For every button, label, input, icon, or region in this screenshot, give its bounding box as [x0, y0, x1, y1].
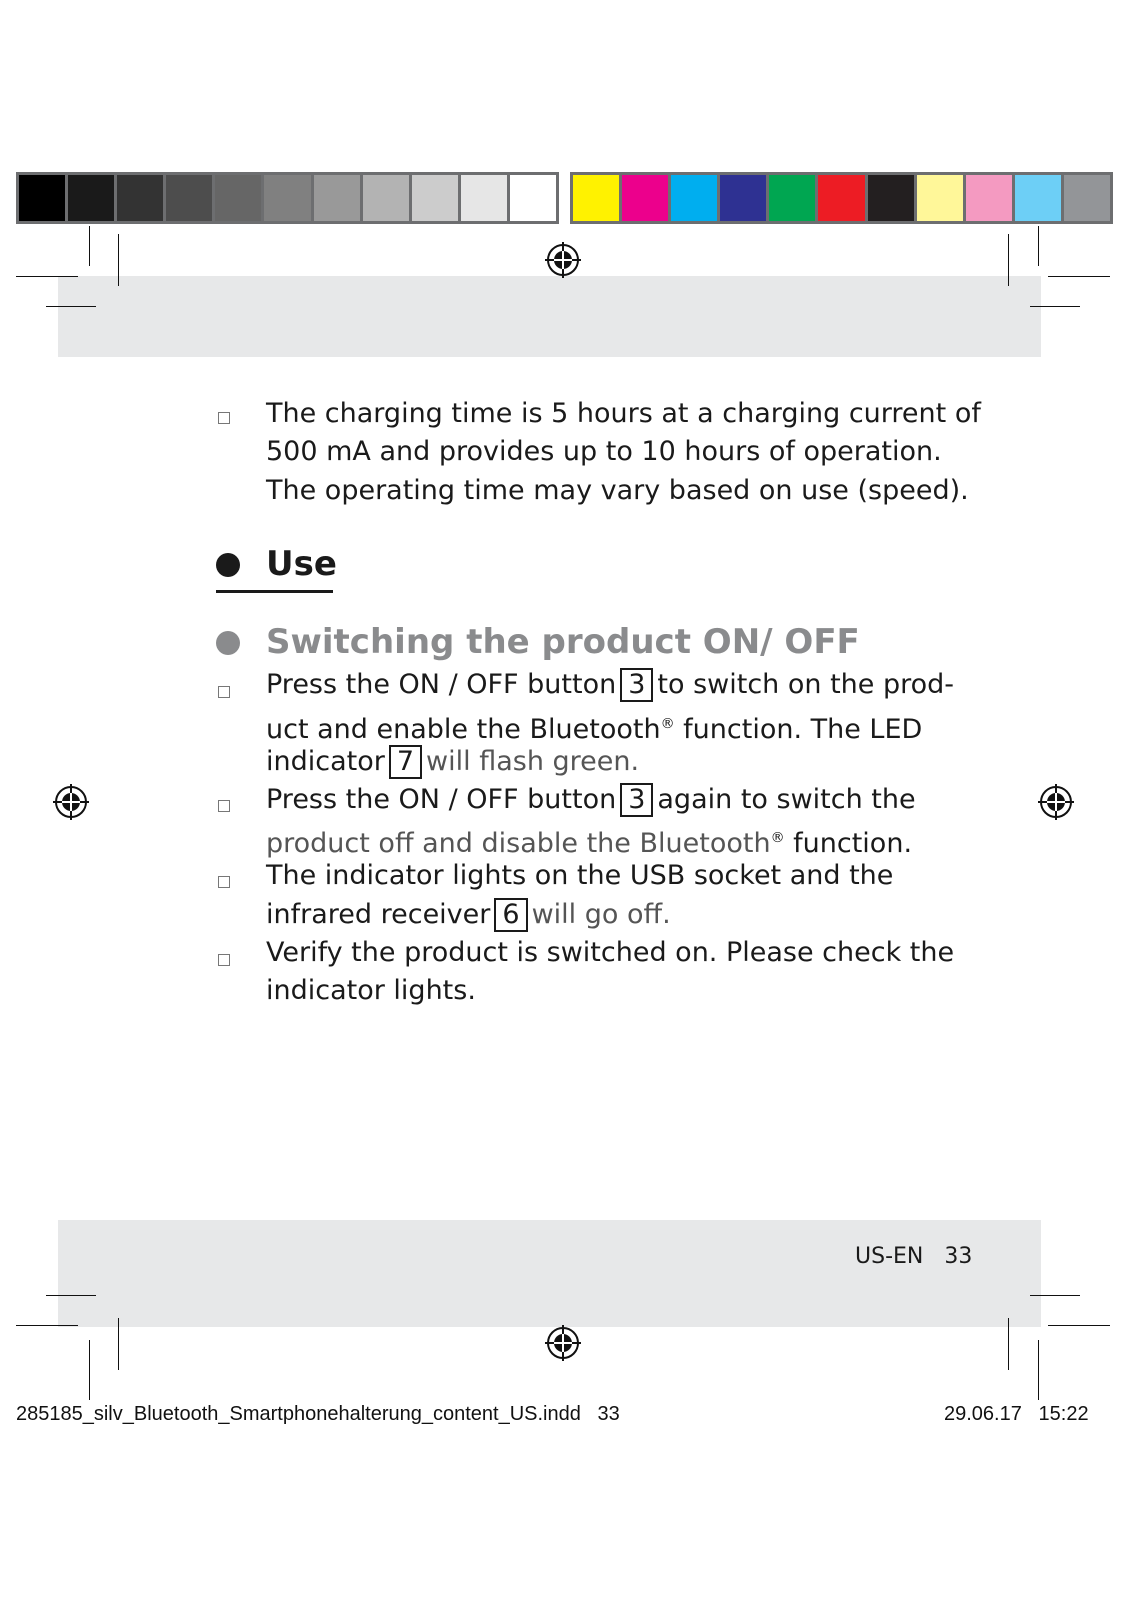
bullet-square-icon [218, 412, 230, 424]
bullet-line [266, 743, 639, 781]
crop-mark [1038, 1340, 1039, 1400]
registered-mark: ® [660, 716, 675, 732]
gray-swatch [117, 175, 166, 221]
crop-mark [16, 1325, 78, 1326]
section-heading-switch: Switching the product ON/ OFF [266, 622, 860, 662]
text: infrared receiver [266, 899, 491, 930]
text: function. [784, 828, 913, 859]
slug-page: 33 [597, 1403, 620, 1425]
crop-mark [1030, 1295, 1080, 1296]
bullet-line: Verify the product is switched on. Please check the [266, 937, 955, 968]
text: Press the ON / OFF button [266, 669, 617, 700]
crop-mark [46, 306, 96, 307]
gray-swatch [215, 175, 264, 221]
text: indicator [266, 746, 385, 777]
registration-mark-icon [52, 783, 90, 821]
crop-mark [89, 226, 90, 266]
bullet-line: The indicator lights on the USB socket and the [266, 860, 894, 891]
color-swatch [868, 175, 917, 221]
bullet-line [266, 666, 954, 704]
bullet-square-icon [218, 800, 230, 812]
slug-time: 15:22 [1038, 1403, 1089, 1425]
crop-mark [46, 1295, 96, 1296]
text: to switch on the prod- [657, 669, 955, 700]
slug-filename: 285185_silv_Bluetooth_Smartphonehalterung_content_US.indd [16, 1403, 581, 1425]
color-swatch [818, 175, 867, 221]
page-footer [855, 1244, 972, 1269]
locale-label: US-EN [855, 1244, 924, 1269]
gray-swatch [166, 175, 215, 221]
gray-swatch [68, 175, 117, 221]
intro-line: 500 mA and provides up to 10 hours of operation. [266, 436, 942, 467]
registration-mark-icon [1037, 783, 1075, 821]
process-color-bar [570, 172, 1113, 224]
heading-underline [216, 590, 333, 593]
gray-swatch [363, 175, 412, 221]
slug-date: 29.06.17 [944, 1403, 1022, 1425]
bullet-square-icon [218, 876, 230, 888]
bullet-square-icon [218, 954, 230, 966]
part-number-box: 3 [620, 668, 653, 702]
text: Press the ON / OFF button [266, 784, 617, 815]
gray-swatch [19, 175, 68, 221]
subheading-bullet-icon [216, 631, 240, 655]
gray-swatch [264, 175, 313, 221]
gray-swatch [510, 175, 556, 221]
color-swatch [1064, 175, 1110, 221]
color-swatch [671, 175, 720, 221]
crop-mark [89, 1340, 90, 1400]
crop-mark [1008, 234, 1009, 286]
color-swatch [917, 175, 966, 221]
bullet-square-icon [218, 686, 230, 698]
crop-mark [118, 234, 119, 286]
gray-swatch [314, 175, 363, 221]
part-number-box: 6 [494, 898, 527, 932]
bullet-line [266, 896, 671, 934]
slug-timestamp [944, 1403, 1089, 1426]
color-swatch [573, 175, 622, 221]
text: function. The LED [674, 714, 923, 745]
bullet-line [266, 781, 916, 819]
text: product off and disable the Bluetooth [266, 828, 771, 859]
grayscale-color-bar [16, 172, 559, 224]
header-band [58, 276, 1041, 357]
crop-mark [1008, 1318, 1009, 1370]
heading-bullet-icon [216, 553, 240, 577]
footer-band [58, 1220, 1041, 1327]
registration-mark-icon [544, 241, 582, 279]
page-number: 33 [944, 1244, 973, 1269]
crop-mark [16, 276, 78, 277]
crop-mark [1048, 276, 1110, 277]
bullet-line: indicator lights. [266, 975, 476, 1006]
crop-mark [1048, 1325, 1110, 1326]
color-swatch [720, 175, 769, 221]
section-heading-use: Use [266, 544, 337, 584]
color-swatch [769, 175, 818, 221]
text: will flash green. [426, 746, 640, 777]
registration-mark-icon [544, 1324, 582, 1362]
color-swatch [622, 175, 671, 221]
intro-line: The operating time may vary based on use (speed). [266, 475, 969, 506]
slug-file-info [16, 1403, 620, 1426]
color-swatch [1015, 175, 1064, 221]
color-swatch [966, 175, 1015, 221]
gray-swatch [461, 175, 510, 221]
gray-swatch [412, 175, 461, 221]
text: uct and enable the Bluetooth [266, 714, 661, 745]
crop-mark [1030, 306, 1080, 307]
text: again to switch the [657, 784, 916, 815]
intro-line: The charging time is 5 hours at a charging current of [266, 398, 981, 429]
crop-mark [118, 1318, 119, 1370]
part-number-box: 3 [620, 783, 653, 817]
crop-mark [1038, 226, 1039, 266]
registered-mark: ® [770, 830, 785, 846]
text: will go off. [531, 899, 671, 930]
part-number-box: 7 [389, 745, 422, 779]
